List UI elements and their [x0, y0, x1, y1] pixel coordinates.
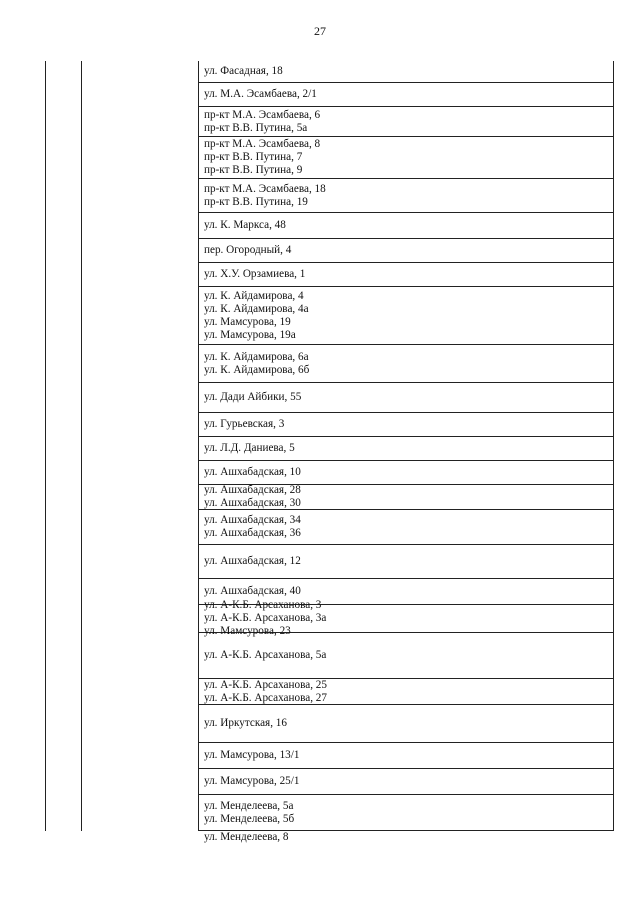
address-line: пр-кт М.А. Эсамбаева, 6: [204, 108, 321, 121]
table-row: [198, 633, 613, 679]
address-line: ул. М.А. Эсамбаева, 2/1: [204, 88, 317, 100]
address-line: ул. Ашхабадская, 40: [204, 585, 301, 597]
table-row: [198, 61, 613, 83]
address-line: ул. Мамсурова, 19а: [204, 328, 296, 341]
address-line: пр-кт В.В. Путина, 5а: [204, 121, 308, 134]
address-line: пр-кт В.В. Путина, 9: [204, 164, 303, 176]
table-row: [198, 345, 613, 383]
table-row: [198, 263, 613, 287]
table-row: [198, 769, 613, 795]
table-row: [198, 679, 613, 705]
address-line: ул. К. Айдамирова, 6а: [204, 350, 309, 363]
address-line: ул. Иркутская, 16: [204, 717, 287, 729]
address-table: [45, 61, 614, 843]
address-line: пр-кт М.А. Эсамбаева, 8: [204, 138, 321, 150]
table-row: [198, 743, 613, 769]
address-line: ул. Ашхабадская, 30: [204, 497, 301, 509]
address-line: ул. Менделеева, 8: [204, 831, 289, 843]
address-line: ул. Ашхабадская, 12: [204, 555, 301, 567]
table-row: [198, 213, 613, 239]
address-line: ул. А-К.Б. Арсаханова, 27: [204, 691, 327, 704]
address-line: ул. К. Маркса, 48: [204, 219, 286, 231]
table-row: [198, 705, 613, 743]
table-row: [198, 239, 613, 263]
address-line: ул. Ашхабадская, 28: [204, 484, 301, 496]
address-line: ул. Мамсурова, 19: [204, 315, 291, 328]
address-line: ул. Дади Айбики, 55: [204, 391, 302, 403]
address-line: ул. Л.Д. Даниева, 5: [204, 442, 295, 454]
address-line: ул. Гурьевская, 3: [204, 418, 285, 430]
address-line: ул. А-К.Б. Арсаханова, 5а: [204, 649, 327, 661]
address-line: ул. Ашхабадская, 34: [204, 514, 301, 526]
address-line: ул. К. Айдамирова, 4: [204, 289, 304, 302]
address-line: пер. Огородный, 4: [204, 244, 292, 256]
address-line: ул. Менделеева, 5а: [204, 799, 294, 812]
table-row: [198, 485, 613, 510]
table-row: [198, 83, 613, 107]
address-line: ул. Фасадная, 18: [204, 65, 283, 77]
address-line: ул. К. Айдамирова, 6б: [204, 363, 310, 376]
address-line: пр-кт В.В. Путина, 19: [204, 195, 308, 208]
table-row: [198, 287, 613, 345]
table-row: [198, 795, 613, 831]
address-line: ул. Мамсурова, 25/1: [204, 775, 300, 787]
address-line: ул. А-К.Б. Арсаханова, 25: [204, 678, 327, 691]
address-line: ул. Ашхабадская, 10: [204, 466, 301, 478]
address-line: ул. К. Айдамирова, 4а: [204, 302, 309, 315]
table-row: [198, 831, 613, 844]
address-line: ул. Мамсурова, 13/1: [204, 749, 300, 761]
table-row: [198, 545, 613, 579]
table-row: [198, 179, 613, 213]
page-number: 27: [314, 24, 326, 38]
address-line: ул. Менделеева, 5б: [204, 812, 295, 825]
address-line: ул. А-К.Б. Арсаханова, 3а: [204, 612, 327, 624]
table-row: [198, 137, 613, 179]
address-line: ул. А-К.Б. Арсаханова, 3: [204, 599, 322, 611]
table-row: [198, 413, 613, 437]
address-line: ул. Х.У. Орзамиева, 1: [204, 268, 306, 280]
table-row: [198, 107, 613, 137]
table-row: [198, 437, 613, 461]
table-row: [198, 510, 613, 545]
table-row: [198, 461, 613, 485]
column-divider-1: [81, 61, 82, 831]
table-row: [198, 383, 613, 413]
address-line: ул. Ашхабадская, 36: [204, 527, 301, 539]
address-line: пр-кт В.В. Путина, 7: [204, 151, 303, 163]
address-line: ул. Мамсурова, 23: [204, 625, 291, 637]
table-row: [198, 599, 613, 637]
address-line: пр-кт М.А. Эсамбаева, 18: [204, 182, 326, 195]
